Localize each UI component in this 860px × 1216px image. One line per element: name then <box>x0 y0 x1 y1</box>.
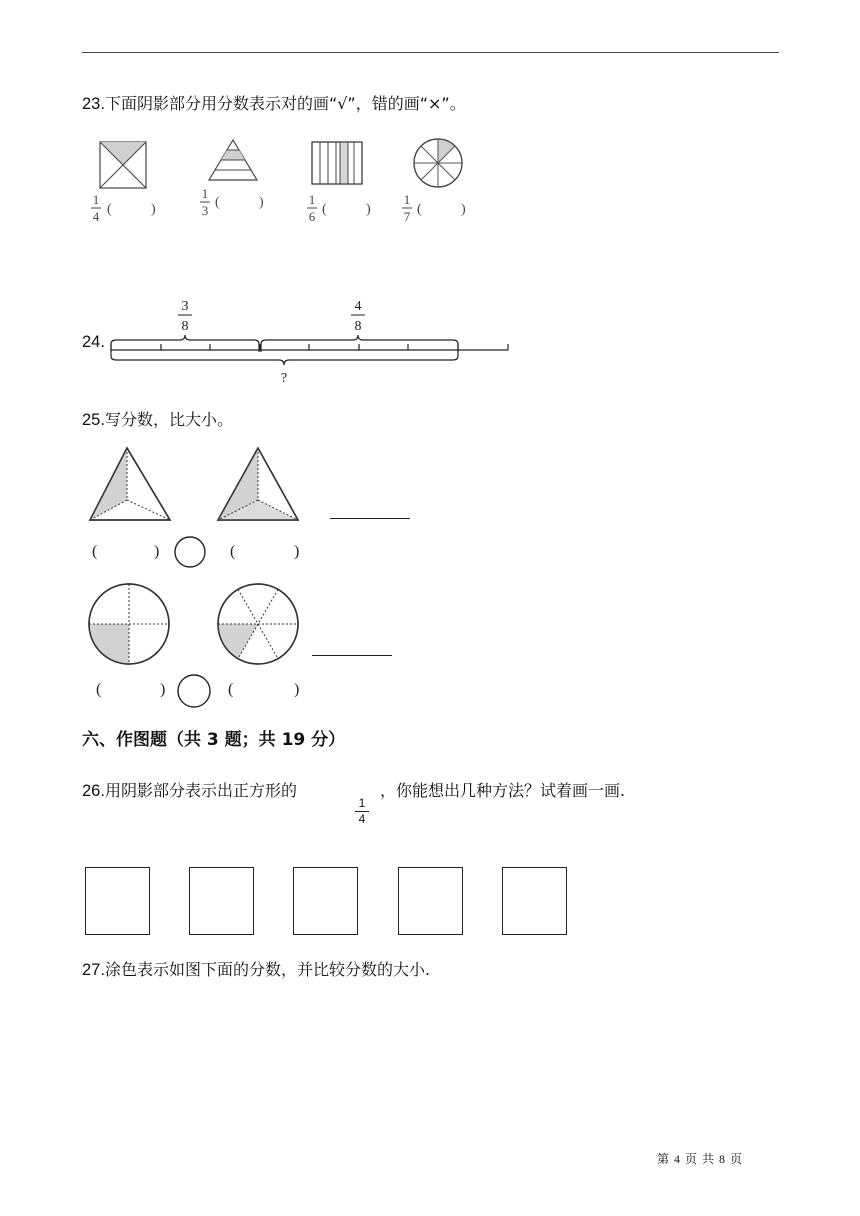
svg-text:7: 7 <box>403 209 411 224</box>
question-24-number <box>82 332 105 352</box>
question-number: 26. <box>82 782 105 800</box>
drawing-square-2[interactable] <box>189 867 254 935</box>
line-ticks <box>111 344 508 350</box>
fraction-label-2 <box>200 186 264 218</box>
question-number: 24. <box>82 333 105 351</box>
answer-blank-2[interactable] <box>312 655 392 656</box>
question-number: 27. <box>82 961 105 979</box>
question-number: 25. <box>82 411 105 429</box>
drawing-square-3[interactable] <box>293 867 358 935</box>
circle-sixths-figure <box>218 584 298 664</box>
header-rule <box>82 52 779 53</box>
q23-figures <box>86 132 486 232</box>
svg-text:4: 4 <box>354 299 362 314</box>
divided-circle-figure <box>414 139 462 187</box>
page-footer: 第 4 页 共 8 页 <box>657 1152 743 1166</box>
svg-text:8: 8 <box>354 319 362 334</box>
svg-text:(: ( <box>322 202 327 217</box>
svg-text:(: ( <box>215 195 220 210</box>
svg-text:): ) <box>154 543 160 560</box>
question-26-continued <box>380 781 625 801</box>
svg-text:4: 4 <box>92 209 100 224</box>
svg-text:): ) <box>294 681 300 698</box>
svg-text:3: 3 <box>201 203 209 218</box>
question-text: 下面阴影部分用分数表示对的画“√”，错的画“×”。 <box>104 94 466 113</box>
q24-line-diagram <box>106 290 516 390</box>
question-23 <box>82 94 466 114</box>
drawing-square-4[interactable] <box>398 867 463 935</box>
triangle-thirds-figure-2 <box>218 448 298 520</box>
svg-text:6: 6 <box>308 209 316 224</box>
svg-text:3: 3 <box>181 299 189 314</box>
question-text: 写分数，比大小。 <box>104 410 233 429</box>
fraction-numerator: 1 <box>358 796 366 810</box>
svg-text:1: 1 <box>201 186 209 201</box>
fraction-label-4 <box>402 192 466 224</box>
svg-text:): ) <box>151 202 156 217</box>
striped-triangle-figure <box>209 140 257 180</box>
striped-rectangle-figure <box>312 142 362 184</box>
left-fraction-label <box>178 299 192 334</box>
question-mark-label: ? <box>280 371 288 386</box>
row2-answer-blanks <box>96 681 299 698</box>
drawing-square-5[interactable] <box>502 867 567 935</box>
svg-text:): ) <box>160 681 166 698</box>
q25-figures <box>84 444 334 712</box>
question-26 <box>82 781 297 801</box>
square-diagonals-figure <box>100 142 146 188</box>
inline-fraction <box>355 797 369 826</box>
svg-text:): ) <box>461 202 466 217</box>
question-number: 23. <box>82 95 105 113</box>
question-25 <box>82 410 233 430</box>
row1-answer-blanks <box>92 543 299 560</box>
svg-text:1: 1 <box>308 192 316 207</box>
svg-text:1: 1 <box>403 192 411 207</box>
svg-text:): ) <box>366 202 371 217</box>
svg-text:(: ( <box>107 202 112 217</box>
circle-quarters-figure <box>89 584 169 664</box>
bottom-brace <box>111 350 458 365</box>
svg-text:): ) <box>294 543 300 560</box>
fraction-label-3 <box>307 192 371 224</box>
drawing-square-1[interactable] <box>85 867 150 935</box>
answer-blank-1[interactable] <box>330 518 410 519</box>
fraction-denominator: 4 <box>358 812 366 826</box>
right-fraction-label <box>351 299 365 334</box>
question-text-before: 用阴影部分表示出正方形的 <box>104 781 297 800</box>
svg-text:): ) <box>259 195 264 210</box>
question-text-after: ，你能想出几种方法？试着画一画. <box>380 781 626 800</box>
fraction-label-1 <box>91 192 156 224</box>
svg-text:(: ( <box>96 681 102 698</box>
svg-text:(: ( <box>92 543 98 560</box>
svg-text:(: ( <box>417 202 422 217</box>
compare-circle-2[interactable] <box>178 675 210 707</box>
svg-text:8: 8 <box>181 319 189 334</box>
section-title: 六、作图题（共 3 题；共 19 分） <box>82 730 346 750</box>
triangle-thirds-figure <box>90 448 170 520</box>
question-27 <box>82 960 430 980</box>
question-text: 涂色表示如图下面的分数，并比较分数的大小. <box>104 960 431 979</box>
svg-text:(: ( <box>228 681 234 698</box>
svg-text:1: 1 <box>92 192 100 207</box>
compare-circle-1[interactable] <box>175 537 205 567</box>
svg-text:(: ( <box>230 543 236 560</box>
